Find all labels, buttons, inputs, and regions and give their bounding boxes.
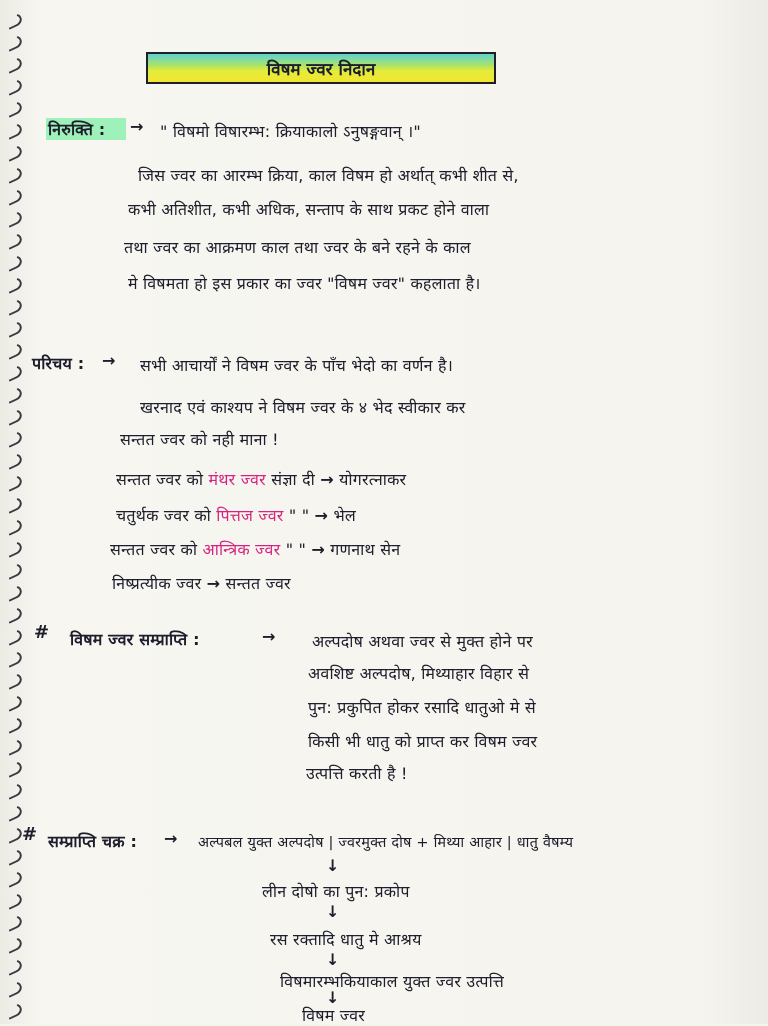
spiral-coil [4, 99, 24, 118]
row-arrow: → [206, 574, 221, 593]
row-left: निष्प्रत्यीक ज्वर [112, 574, 202, 593]
spiral-coil [4, 407, 24, 426]
row-pink-term: मंथर ज्वर [208, 470, 266, 489]
spiral-coil [4, 759, 24, 778]
samprapti-text-line: अल्पदोष अथवा ज्वर से मुक्त होने पर [312, 632, 533, 651]
chakra-label: सम्प्राप्ति चक्र : [48, 832, 138, 851]
spiral-coil [4, 847, 24, 866]
chakra-step: लीन दोषो का पुन: प्रकोप [262, 882, 410, 901]
chakra-arrow: → [164, 829, 178, 848]
spiral-coil [4, 11, 24, 30]
spiral-coil [4, 231, 24, 250]
row-mid: " " [285, 540, 307, 559]
spiral-coil [4, 363, 24, 382]
spiral-coil [4, 451, 24, 470]
samprapti-text-line: उत्पत्ति करती है ! [306, 764, 408, 783]
spiral-coil [4, 891, 24, 910]
nirukti-quote: " विषमो विषारम्भ: क्रियाकालो ऽनुषङ्गवान् ।" [160, 122, 421, 141]
parichay-text-line: सभी आचार्यों ने विषम ज्वर के पाँच भेदो का वर्णन है। [140, 356, 453, 375]
row-left: सन्तत ज्वर को [110, 540, 198, 559]
title-banner [146, 52, 496, 84]
row-right: सन्तत ज्वर [225, 574, 291, 593]
parichay-row [116, 468, 406, 490]
row-arrow: → [314, 506, 329, 525]
parichay-label: परिचय : [32, 354, 85, 373]
spiral-coil [4, 495, 24, 514]
spiral-coil [4, 913, 24, 932]
nirukti-text-line: जिस ज्वर का आरम्भ क्रिया, काल विषम हो अर्थात् कभी शीत से, [138, 166, 519, 185]
spiral-coil [4, 627, 24, 646]
row-pink-term: पित्तज ज्वर [216, 506, 284, 525]
spiral-coil [4, 803, 24, 822]
spiral-coil [4, 297, 24, 316]
parichay-row [112, 572, 291, 594]
chakra-step: विषमारम्भकियाकाल युक्त ज्वर उत्पत्ति [280, 972, 505, 991]
spiral-coil [4, 693, 24, 712]
spiral-coil [4, 957, 24, 976]
spiral-coil [4, 55, 24, 74]
row-right: गणनाथ सेन [330, 540, 401, 559]
spiral-coil [4, 165, 24, 184]
spiral-coil [4, 671, 24, 690]
spiral-coil [4, 385, 24, 404]
spiral-coil [4, 209, 24, 228]
row-left: चतुर्थक ज्वर को [116, 506, 211, 525]
samprapti-text-line: किसी भी धातु को प्राप्त कर विषम ज्वर [308, 732, 538, 751]
down-arrow: ↓ [326, 856, 340, 875]
spiral-coil [4, 649, 24, 668]
spiral-coil [4, 561, 24, 580]
hash-bullet: # [34, 622, 50, 643]
down-arrow: ↓ [326, 902, 340, 921]
row-mid: संज्ञा दी [271, 470, 315, 489]
spiral-coil [4, 253, 24, 272]
row-right: योगरत्नाकर [339, 470, 407, 489]
spiral-coil [4, 121, 24, 140]
spiral-coil [4, 869, 24, 888]
spiral-coil [4, 275, 24, 294]
row-mid: " " [288, 506, 310, 525]
down-arrow: ↓ [326, 988, 340, 1007]
nirukti-text-line: तथा ज्वर का आक्रमण काल तथा ज्वर के बने रहने के काल [124, 238, 471, 257]
row-left: सन्तत ज्वर को [116, 470, 204, 489]
chakra-root: अल्पबल युक्त अल्पदोष | ज्वरमुक्त दोष + मिथ्या आहार | धातु वैषम्य [198, 835, 574, 851]
nirukti-label: निरुक्ति : [48, 120, 106, 139]
spiral-coil [4, 1001, 24, 1020]
hash-bullet: # [22, 824, 38, 845]
spiral-coil [4, 781, 24, 800]
spiral-coil [4, 33, 24, 52]
row-arrow: → [311, 540, 325, 559]
spiral-coil [4, 583, 24, 602]
spiral-coil [4, 77, 24, 96]
chakra-step: रस रक्तादि धातु मे आश्रय [270, 930, 422, 949]
spiral-binding [0, 0, 34, 1024]
nirukti-text-line: कभी अतिशीत, कभी अधिक, सन्ताप के साथ प्रकट होने वाला [128, 200, 490, 219]
nirukti-arrow: → [130, 117, 144, 136]
samprapti-text-line: अवशिष्ट अल्पदोष, मिथ्याहार विहार से [308, 664, 530, 683]
parichay-arrow: → [102, 351, 116, 370]
spiral-coil [4, 935, 24, 954]
parichay-text-line: खरनाद एवं काश्यप ने विषम ज्वर के ४ भेद स्वीकार कर [140, 398, 466, 417]
row-pink-term: आन्त्रिक ज्वर [202, 540, 281, 559]
page-title: विषम ज्वर निदान [266, 60, 376, 80]
spiral-coil [4, 319, 24, 338]
chakra-step: विषम ज्वर [302, 1006, 365, 1025]
spiral-coil [4, 539, 24, 558]
row-right: भेल [333, 506, 356, 525]
spiral-coil [4, 825, 24, 844]
parichay-text-line: सन्तत ज्वर को नही माना ! [120, 430, 279, 449]
spiral-coil [4, 143, 24, 162]
spiral-coil [4, 429, 24, 448]
parichay-row [116, 504, 356, 526]
samprapti-label: विषम ज्वर सम्प्राप्ति : [70, 630, 200, 649]
spiral-coil [4, 341, 24, 360]
nirukti-text-line: मे विषमता हो इस प्रकार का ज्वर "विषम ज्वर" कहलाता है। [128, 274, 481, 293]
spiral-coil [4, 605, 24, 624]
spiral-coil [4, 737, 24, 756]
row-arrow: → [320, 470, 334, 489]
samprapti-arrow: → [262, 627, 276, 646]
spiral-coil [4, 979, 24, 998]
samprapti-text-line: पुन: प्रकुपित होकर रसादि धातुओ मे से [308, 698, 536, 717]
spiral-coil [4, 187, 24, 206]
parichay-row [110, 538, 400, 560]
spiral-coil [4, 517, 24, 536]
spiral-coil [4, 473, 24, 492]
down-arrow: ↓ [326, 950, 340, 969]
spiral-coil [4, 715, 24, 734]
